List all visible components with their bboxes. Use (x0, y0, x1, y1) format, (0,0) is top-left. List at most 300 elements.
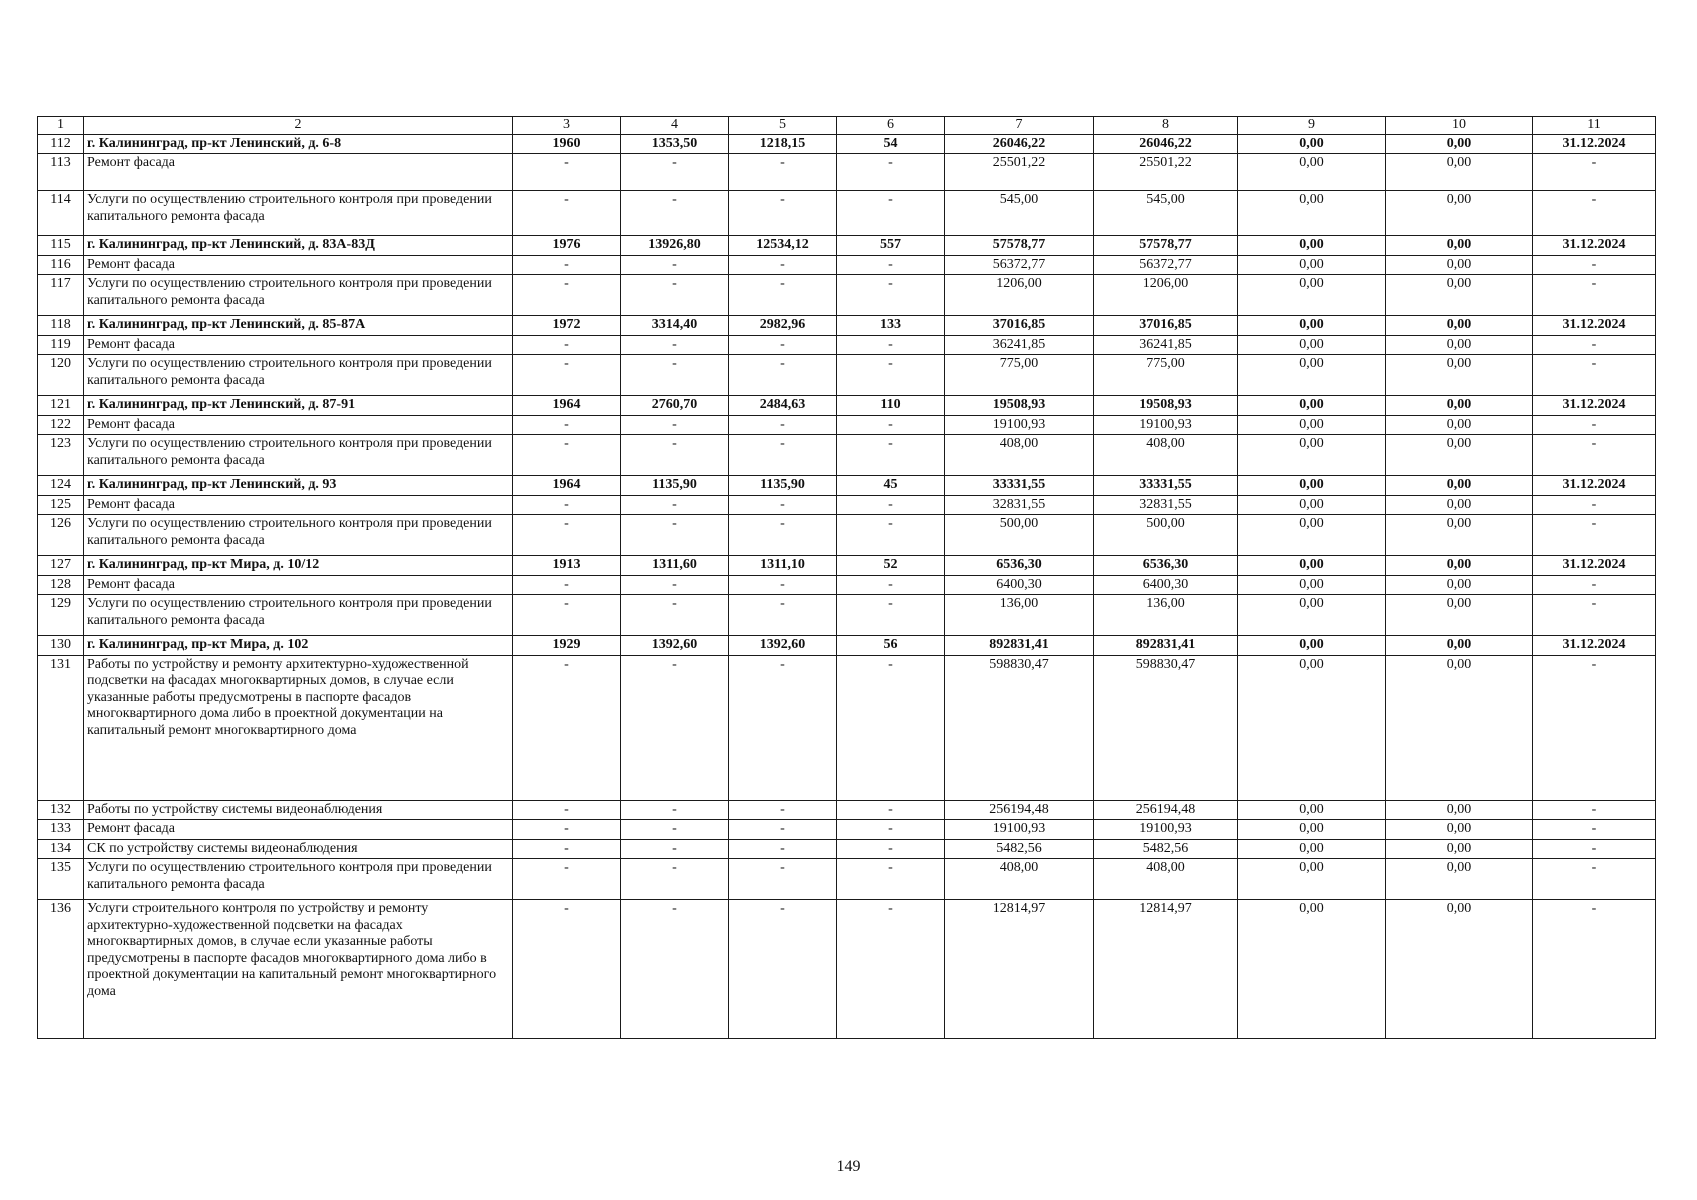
object-row (38, 316, 1656, 336)
header-cell: 6 (837, 117, 945, 135)
work-name: Ремонт фасада (84, 495, 513, 515)
value-cell: 0,00 (1238, 355, 1386, 396)
value-cell: - (621, 595, 729, 636)
value-cell: - (837, 415, 945, 435)
value-cell: - (1533, 900, 1656, 1039)
row-number: 114 (38, 191, 84, 236)
work-row (38, 435, 1656, 476)
value-cell: 0,00 (1238, 255, 1386, 275)
value-cell: - (621, 800, 729, 820)
value-cell: 775,00 (1094, 355, 1238, 396)
value-cell: 0,00 (1386, 396, 1533, 416)
value-cell: 31.12.2024 (1533, 316, 1656, 336)
value-cell: 0,00 (1238, 236, 1386, 256)
value-cell: - (1533, 335, 1656, 355)
value-cell: - (729, 800, 837, 820)
work-row (38, 820, 1656, 840)
value-cell: - (837, 495, 945, 515)
value-cell: 31.12.2024 (1533, 636, 1656, 656)
value-cell: 1206,00 (1094, 275, 1238, 316)
value-cell: - (621, 655, 729, 800)
value-cell: - (1533, 575, 1656, 595)
work-row (38, 275, 1656, 316)
work-row (38, 839, 1656, 859)
work-row (38, 335, 1656, 355)
header-cell: 8 (1094, 117, 1238, 135)
value-cell: - (621, 415, 729, 435)
value-cell: - (1533, 655, 1656, 800)
value-cell: 0,00 (1238, 900, 1386, 1039)
value-cell: - (513, 515, 621, 556)
header-cell: 7 (945, 117, 1094, 135)
value-cell: 1964 (513, 396, 621, 416)
work-row (38, 900, 1656, 1039)
value-cell: - (729, 335, 837, 355)
row-number: 121 (38, 396, 84, 416)
value-cell: 256194,48 (1094, 800, 1238, 820)
value-cell: 12814,97 (945, 900, 1094, 1039)
value-cell: 256194,48 (945, 800, 1094, 820)
header-cell: 9 (1238, 117, 1386, 135)
value-cell: - (621, 335, 729, 355)
value-cell: 12814,97 (1094, 900, 1238, 1039)
value-cell: - (729, 435, 837, 476)
value-cell: - (621, 859, 729, 900)
value-cell: - (729, 595, 837, 636)
row-number: 126 (38, 515, 84, 556)
value-cell: 57578,77 (945, 236, 1094, 256)
value-cell: - (621, 900, 729, 1039)
row-number: 127 (38, 556, 84, 576)
value-cell: - (1533, 839, 1656, 859)
value-cell: - (729, 575, 837, 595)
table-body (38, 117, 1656, 1039)
row-number: 116 (38, 255, 84, 275)
value-cell: 32831,55 (945, 495, 1094, 515)
row-number: 131 (38, 655, 84, 800)
work-name: Услуги по осуществлению строительного контроля при проведении капитального ремонта фасада (84, 435, 513, 476)
value-cell: 6536,30 (1094, 556, 1238, 576)
value-cell: 0,00 (1386, 900, 1533, 1039)
value-cell: 0,00 (1386, 820, 1533, 840)
header-cell: 10 (1386, 117, 1533, 135)
value-cell: - (513, 355, 621, 396)
value-cell: - (621, 275, 729, 316)
work-row (38, 800, 1656, 820)
value-cell: - (837, 820, 945, 840)
object-row (38, 556, 1656, 576)
value-cell: 33331,55 (945, 476, 1094, 496)
value-cell: 0,00 (1238, 800, 1386, 820)
value-cell: - (729, 900, 837, 1039)
row-number: 132 (38, 800, 84, 820)
value-cell: - (513, 839, 621, 859)
value-cell: 25501,22 (945, 154, 1094, 191)
value-cell: - (621, 839, 729, 859)
value-cell: 0,00 (1386, 236, 1533, 256)
value-cell: 0,00 (1238, 595, 1386, 636)
value-cell: 598830,47 (945, 655, 1094, 800)
value-cell: - (513, 435, 621, 476)
value-cell: - (837, 355, 945, 396)
value-cell: - (729, 191, 837, 236)
value-cell: 57578,77 (1094, 236, 1238, 256)
value-cell: - (513, 800, 621, 820)
value-cell: - (621, 495, 729, 515)
value-cell: - (729, 415, 837, 435)
work-name: г. Калининград, пр-кт Ленинский, д. 6-8 (84, 134, 513, 154)
value-cell: - (513, 335, 621, 355)
value-cell: - (1533, 435, 1656, 476)
value-cell: 0,00 (1238, 335, 1386, 355)
value-cell: 892831,41 (945, 636, 1094, 656)
work-row (38, 255, 1656, 275)
row-number: 130 (38, 636, 84, 656)
value-cell: - (621, 435, 729, 476)
value-cell: 0,00 (1386, 595, 1533, 636)
value-cell: 25501,22 (1094, 154, 1238, 191)
value-cell: 19508,93 (1094, 396, 1238, 416)
value-cell: 6400,30 (1094, 575, 1238, 595)
value-cell: 0,00 (1386, 556, 1533, 576)
value-cell: - (513, 820, 621, 840)
value-cell: 0,00 (1386, 476, 1533, 496)
value-cell: 892831,41 (1094, 636, 1238, 656)
value-cell: - (729, 495, 837, 515)
header-cell: 3 (513, 117, 621, 135)
work-name: Услуги по осуществлению строительного контроля при проведении капитального ремонта фасада (84, 595, 513, 636)
row-number: 129 (38, 595, 84, 636)
value-cell: 0,00 (1386, 575, 1533, 595)
value-cell: 545,00 (1094, 191, 1238, 236)
value-cell: - (513, 655, 621, 800)
value-cell: 0,00 (1386, 275, 1533, 316)
value-cell: - (729, 859, 837, 900)
value-cell: 0,00 (1386, 355, 1533, 396)
value-cell: - (1533, 191, 1656, 236)
value-cell: 31.12.2024 (1533, 236, 1656, 256)
value-cell: 0,00 (1238, 415, 1386, 435)
value-cell: 0,00 (1386, 655, 1533, 800)
value-cell: - (1533, 515, 1656, 556)
work-name: Ремонт фасада (84, 820, 513, 840)
value-cell: 0,00 (1238, 154, 1386, 191)
value-cell: 31.12.2024 (1533, 556, 1656, 576)
value-cell: 36241,85 (1094, 335, 1238, 355)
value-cell: 1353,50 (621, 134, 729, 154)
work-name: г. Калининград, пр-кт Ленинский, д. 93 (84, 476, 513, 496)
value-cell: 2484,63 (729, 396, 837, 416)
value-cell: 408,00 (1094, 435, 1238, 476)
work-name: г. Калининград, пр-кт Ленинский, д. 85-87А (84, 316, 513, 336)
header-cell: 1 (38, 117, 84, 135)
work-name: Работы по устройству и ремонту архитектурно-художественной подсветки на фасадах многоквартирных домов, в случае если указанные работы предусмотрены в паспорте фасадов многоквартирного дома либо в проектной документации на капитальный ремонт многоквартирного дома (84, 655, 513, 800)
value-cell: 0,00 (1238, 636, 1386, 656)
value-cell: 1135,90 (621, 476, 729, 496)
row-number: 115 (38, 236, 84, 256)
value-cell: 19508,93 (945, 396, 1094, 416)
value-cell: - (837, 575, 945, 595)
value-cell: - (513, 415, 621, 435)
work-name: г. Калининград, пр-кт Мира, д. 10/12 (84, 556, 513, 576)
value-cell: 0,00 (1386, 191, 1533, 236)
value-cell: - (1533, 595, 1656, 636)
value-cell: - (837, 255, 945, 275)
value-cell: - (513, 154, 621, 191)
value-cell: - (513, 255, 621, 275)
value-cell: - (1533, 820, 1656, 840)
work-name: Услуги по осуществлению строительного контроля при проведении капитального ремонта фасада (84, 191, 513, 236)
value-cell: - (513, 495, 621, 515)
value-cell: 0,00 (1238, 134, 1386, 154)
value-cell: 56372,77 (1094, 255, 1238, 275)
value-cell: - (513, 275, 621, 316)
value-cell: 0,00 (1386, 636, 1533, 656)
value-cell: - (729, 655, 837, 800)
value-cell: - (1533, 859, 1656, 900)
value-cell: - (621, 575, 729, 595)
object-row (38, 134, 1656, 154)
work-name: г. Калининград, пр-кт Мира, д. 102 (84, 636, 513, 656)
value-cell: 19100,93 (945, 415, 1094, 435)
work-name: Услуги строительного контроля по устройству и ремонту архитектурно-художественной подсветки на фасадах многоквартирных домов, в случае если указанные работы предусмотрены в паспорте фасадов многоквартирного дома либо в проектной документации на капитальный ремонт многоквартирного дома (84, 900, 513, 1039)
header-cell: 5 (729, 117, 837, 135)
value-cell: 1392,60 (729, 636, 837, 656)
value-cell: 2760,70 (621, 396, 729, 416)
value-cell: - (621, 255, 729, 275)
value-cell: 136,00 (1094, 595, 1238, 636)
row-number: 113 (38, 154, 84, 191)
value-cell: 2982,96 (729, 316, 837, 336)
value-cell: 408,00 (945, 859, 1094, 900)
value-cell: - (729, 154, 837, 191)
value-cell: 557 (837, 236, 945, 256)
row-number: 125 (38, 495, 84, 515)
value-cell: 0,00 (1238, 556, 1386, 576)
value-cell: 1218,15 (729, 134, 837, 154)
row-number: 128 (38, 575, 84, 595)
value-cell: - (621, 154, 729, 191)
value-cell: 6536,30 (945, 556, 1094, 576)
work-name: Ремонт фасада (84, 415, 513, 435)
value-cell: 19100,93 (1094, 820, 1238, 840)
value-cell: 1311,60 (621, 556, 729, 576)
value-cell: - (621, 191, 729, 236)
value-cell: 775,00 (945, 355, 1094, 396)
value-cell: 0,00 (1386, 415, 1533, 435)
value-cell: - (513, 595, 621, 636)
value-cell: - (513, 191, 621, 236)
value-cell: 1929 (513, 636, 621, 656)
value-cell: 31.12.2024 (1533, 134, 1656, 154)
value-cell: - (621, 820, 729, 840)
value-cell: 56372,77 (945, 255, 1094, 275)
value-cell: 0,00 (1386, 839, 1533, 859)
row-number: 124 (38, 476, 84, 496)
value-cell: 0,00 (1238, 476, 1386, 496)
value-cell: 37016,85 (945, 316, 1094, 336)
value-cell: - (513, 859, 621, 900)
value-cell: - (1533, 355, 1656, 396)
value-cell: - (837, 515, 945, 556)
value-cell: - (621, 515, 729, 556)
value-cell: 408,00 (1094, 859, 1238, 900)
value-cell: 26046,22 (945, 134, 1094, 154)
work-row (38, 515, 1656, 556)
value-cell: 31.12.2024 (1533, 396, 1656, 416)
row-number: 117 (38, 275, 84, 316)
value-cell: 0,00 (1238, 191, 1386, 236)
work-name: Ремонт фасада (84, 255, 513, 275)
value-cell: 0,00 (1238, 839, 1386, 859)
row-number: 134 (38, 839, 84, 859)
row-number: 123 (38, 435, 84, 476)
value-cell: - (621, 355, 729, 396)
value-cell: 1960 (513, 134, 621, 154)
value-cell: 32831,55 (1094, 495, 1238, 515)
value-cell: 0,00 (1238, 316, 1386, 336)
value-cell: 31.12.2024 (1533, 476, 1656, 496)
value-cell: 52 (837, 556, 945, 576)
work-name: СК по устройству системы видеонаблюдения (84, 839, 513, 859)
value-cell: 598830,47 (1094, 655, 1238, 800)
object-row (38, 476, 1656, 496)
value-cell: - (1533, 495, 1656, 515)
value-cell: - (837, 154, 945, 191)
value-cell: 0,00 (1386, 800, 1533, 820)
works-table (37, 116, 1656, 1039)
row-number: 136 (38, 900, 84, 1039)
value-cell: - (837, 655, 945, 800)
value-cell: 0,00 (1238, 859, 1386, 900)
work-name: г. Калининград, пр-кт Ленинский, д. 87-91 (84, 396, 513, 416)
value-cell: 0,00 (1238, 396, 1386, 416)
value-cell: - (729, 839, 837, 859)
value-cell: 133 (837, 316, 945, 336)
work-name: Услуги по осуществлению строительного контроля при проведении капитального ремонта фасада (84, 355, 513, 396)
value-cell: 0,00 (1386, 495, 1533, 515)
value-cell: 0,00 (1238, 820, 1386, 840)
header-cell: 4 (621, 117, 729, 135)
column-number-row (38, 117, 1656, 135)
value-cell: 0,00 (1238, 435, 1386, 476)
object-row (38, 396, 1656, 416)
value-cell: 36241,85 (945, 335, 1094, 355)
value-cell: 5482,56 (945, 839, 1094, 859)
work-row (38, 655, 1656, 800)
value-cell: 5482,56 (1094, 839, 1238, 859)
value-cell: - (837, 335, 945, 355)
value-cell: - (837, 191, 945, 236)
value-cell: - (837, 800, 945, 820)
page-number: 149 (836, 1158, 861, 1175)
value-cell: 500,00 (1094, 515, 1238, 556)
value-cell: 37016,85 (1094, 316, 1238, 336)
row-number: 120 (38, 355, 84, 396)
value-cell: 1972 (513, 316, 621, 336)
work-name: Услуги по осуществлению строительного контроля при проведении капитального ремонта фасада (84, 859, 513, 900)
value-cell: 0,00 (1386, 335, 1533, 355)
value-cell: 136,00 (945, 595, 1094, 636)
work-row (38, 575, 1656, 595)
value-cell: 0,00 (1238, 495, 1386, 515)
work-row (38, 191, 1656, 236)
work-name: Услуги по осуществлению строительного контроля при проведении капитального ремонта фасада (84, 515, 513, 556)
value-cell: 500,00 (945, 515, 1094, 556)
work-row (38, 495, 1656, 515)
row-number: 135 (38, 859, 84, 900)
value-cell: 19100,93 (1094, 415, 1238, 435)
value-cell: 26046,22 (1094, 134, 1238, 154)
value-cell: 110 (837, 396, 945, 416)
value-cell: - (1533, 415, 1656, 435)
work-name: Ремонт фасада (84, 335, 513, 355)
value-cell: - (1533, 275, 1656, 316)
value-cell: 0,00 (1386, 316, 1533, 336)
value-cell: - (1533, 800, 1656, 820)
value-cell: 33331,55 (1094, 476, 1238, 496)
value-cell: - (837, 275, 945, 316)
value-cell: - (837, 859, 945, 900)
value-cell: 1135,90 (729, 476, 837, 496)
work-name: Ремонт фасада (84, 575, 513, 595)
value-cell: - (729, 820, 837, 840)
value-cell: - (1533, 154, 1656, 191)
value-cell: 0,00 (1238, 275, 1386, 316)
value-cell: 0,00 (1386, 859, 1533, 900)
work-name: Услуги по осуществлению строительного контроля при проведении капитального ремонта фасада (84, 275, 513, 316)
work-name: Работы по устройству системы видеонаблюдения (84, 800, 513, 820)
header-cell: 11 (1533, 117, 1656, 135)
value-cell: 1392,60 (621, 636, 729, 656)
value-cell: 45 (837, 476, 945, 496)
value-cell: 13926,80 (621, 236, 729, 256)
value-cell: 0,00 (1386, 435, 1533, 476)
value-cell: 56 (837, 636, 945, 656)
value-cell: 0,00 (1386, 255, 1533, 275)
value-cell: 0,00 (1386, 515, 1533, 556)
value-cell: 408,00 (945, 435, 1094, 476)
object-row (38, 636, 1656, 656)
value-cell: - (1533, 255, 1656, 275)
value-cell: - (729, 255, 837, 275)
value-cell: - (837, 900, 945, 1039)
row-number: 133 (38, 820, 84, 840)
value-cell: 12534,12 (729, 236, 837, 256)
row-number: 119 (38, 335, 84, 355)
row-number: 118 (38, 316, 84, 336)
value-cell: 0,00 (1386, 154, 1533, 191)
value-cell: 1206,00 (945, 275, 1094, 316)
work-row (38, 415, 1656, 435)
value-cell: 0,00 (1238, 575, 1386, 595)
row-number: 112 (38, 134, 84, 154)
value-cell: 1976 (513, 236, 621, 256)
value-cell: 1964 (513, 476, 621, 496)
work-row (38, 355, 1656, 396)
work-name: г. Калининград, пр-кт Ленинский, д. 83А-83Д (84, 236, 513, 256)
header-cell: 2 (84, 117, 513, 135)
value-cell: - (513, 900, 621, 1039)
work-row (38, 595, 1656, 636)
value-cell: 3314,40 (621, 316, 729, 336)
value-cell: - (513, 575, 621, 595)
value-cell: - (729, 355, 837, 396)
value-cell: 0,00 (1386, 134, 1533, 154)
value-cell: 0,00 (1238, 655, 1386, 800)
work-name: Ремонт фасада (84, 154, 513, 191)
value-cell: 1913 (513, 556, 621, 576)
